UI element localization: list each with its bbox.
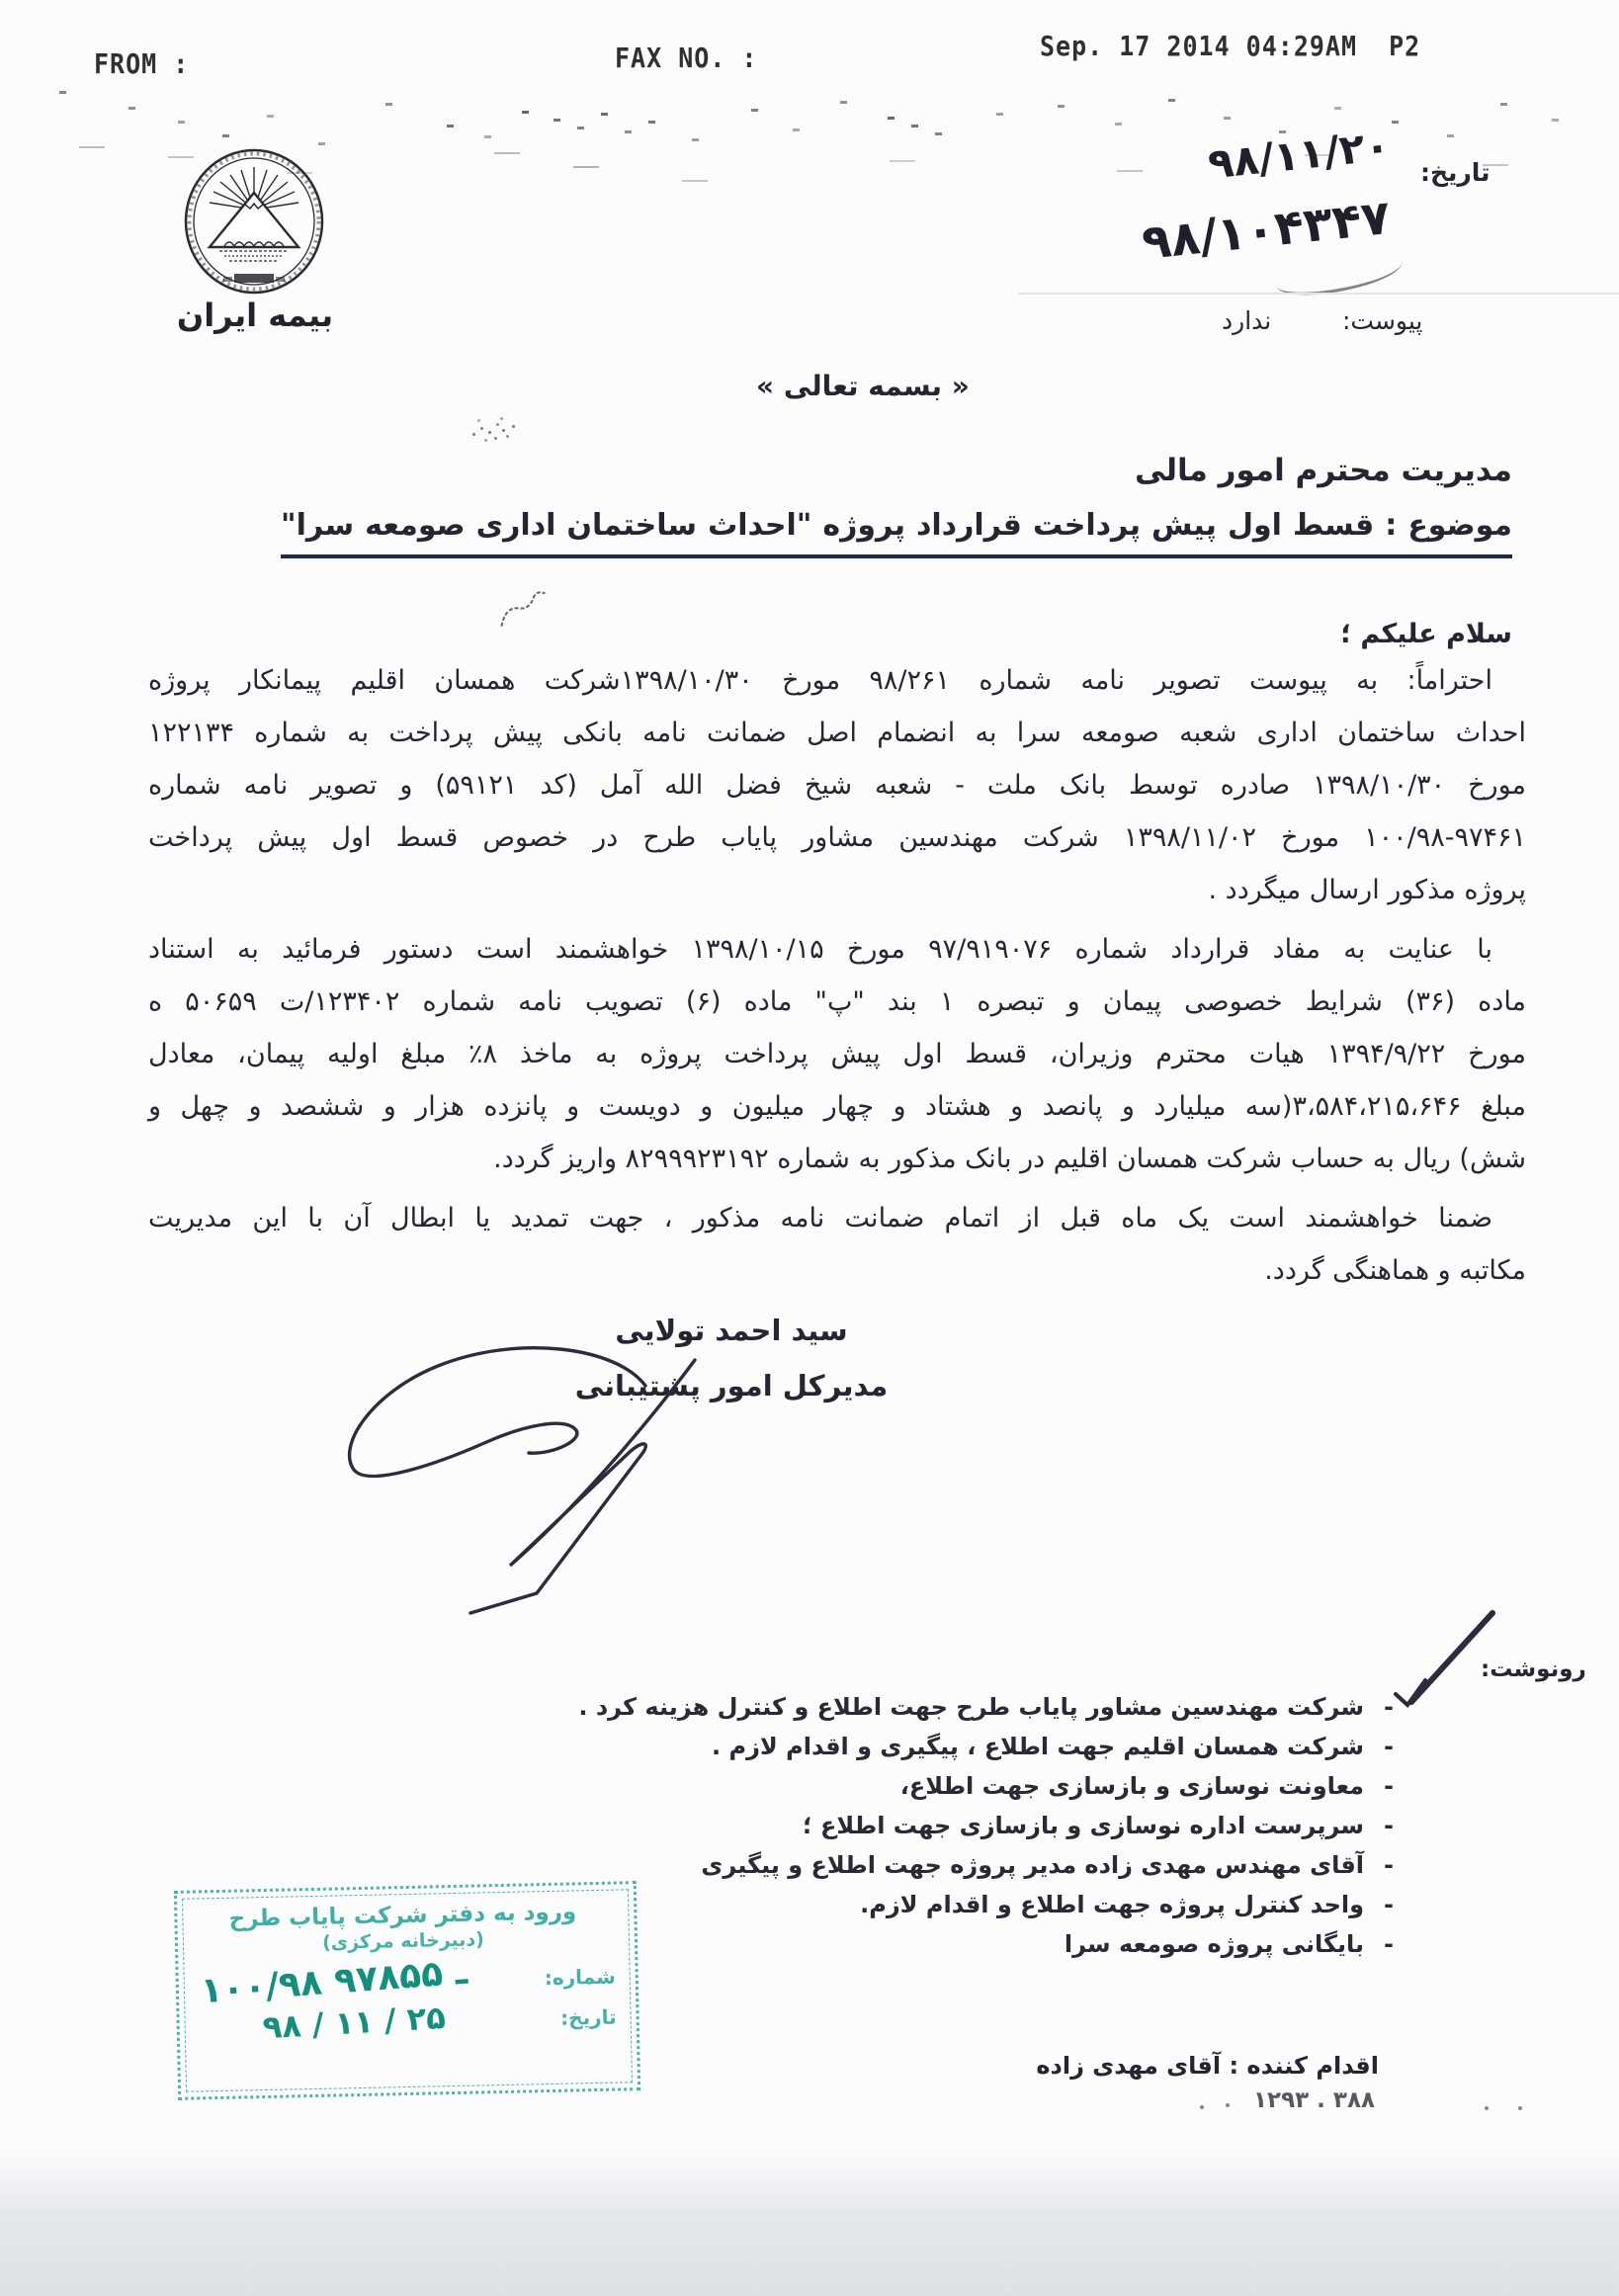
stamp-number-label: شماره: (544, 1964, 616, 1990)
body-line: احداث ساختمان اداری شعبه صومعه سرا به انضمام اصل ضمانت نامه بانکی پیش پرداخت به شماره ۱۲۲۱۳۴ (148, 718, 1526, 748)
handwritten-date: ۹۸/۱۱/۲۰ (1205, 121, 1393, 189)
body-paragraph-2 (148, 923, 1526, 1185)
cc-label: رونوشت: (1481, 1657, 1586, 1682)
body-line: ماده (۳۶) شرایط خصوصی پیمان و تبصره ۱ بند "پ" ماده (۶) تصویب نامه شماره ۱۲۳۴۰۲/ت ۵۰۶۵۹ ه (148, 986, 1527, 1017)
signatory-title: مدیرکل امور پشتیبانی (574, 1369, 889, 1403)
action-by-line: اقدام کننده : آقای مهدی زاده (1036, 2052, 1379, 2080)
cc-item-text: آقای مهندس مهدی زاده مدیر پروژه جهت اطلاع و پیگیری (701, 1851, 1365, 1879)
body-line: مکاتبه و هماهنگی گردد. (1264, 1255, 1526, 1286)
cc-item-text: سرپرست اداره نوسازی و بازسازی جهت اطلاع ؛ (803, 1812, 1365, 1839)
scan-noise-band (59, 91, 66, 94)
cc-item-text: معاونت نوسازی و بازسازی جهت اطلاع، (899, 1772, 1365, 1800)
stamp-title: ورود به دفتر شرکت پایاب طرح (228, 1899, 577, 1932)
body-line: ضمنا خواهشمند است یک ماه قبل از اتمام ضمانت نامه مذکور ، جهت تمدید یا ابطال آن با این مدیریت (148, 1203, 1492, 1233)
scan-shadow-band (0, 2148, 1619, 2296)
dash-bullet-icon: - (1384, 1693, 1394, 1721)
cc-item-text: بایگانی پروژه صومعه سرا (1064, 1930, 1365, 1958)
body-line: مورخ ۱۳۹۸/۱۰/۳۰ صادره توسط بانک ملت - شعبه شیخ فضل الله آمل (کد ۵۹۱۲۱) و تصویر نامه شماره (148, 770, 1526, 801)
body-line: شش) ریال به حساب شرکت همسان اقلیم در بانک مذکور به شماره ۸۲۹۹۹۲۳۱۹۲ واریز گردد. (493, 1144, 1526, 1174)
pen-scribble (490, 585, 558, 639)
handwritten-registration-number: ۹۸/۱۰۴۳۴۷ (1139, 189, 1394, 272)
cc-item-text: شرکت همسان اقلیم جهت اطلاع ، پیگیری و اقدام لازم . (712, 1733, 1365, 1760)
cc-item (425, 1852, 1394, 1879)
dash-bullet-icon: - (1384, 1891, 1394, 1918)
cc-item-text: شرکت مهندسین مشاور پایاب طرح جهت اطلاع و کنترل هزینه کرد . (578, 1693, 1365, 1721)
attachment-value: ندارد (1222, 306, 1272, 335)
cc-item (425, 1813, 1394, 1839)
body-line: مورخ ۱۳۹۴/۹/۲۲ هیات محترم وزیران، قسط اول پیش پرداخت پروژه به ماخذ ۸٪ مبلغ اولیه پیمان، معادل (148, 1039, 1526, 1069)
footer-reference-number: ۱۲۹۳ . ۳۸۸ (1253, 2087, 1376, 2113)
secretariat-entry-stamp (174, 1881, 640, 2100)
stamp-date-handwritten: ۹۸ / ۱۱ / ۲۵ (261, 1998, 447, 2047)
dash-bullet-icon: - (1384, 1851, 1394, 1879)
footer-dots (1226, 2103, 1230, 2107)
date-label: تاریخ: (1420, 158, 1491, 187)
scan-noise-band-2 (79, 146, 105, 148)
stamp-date-label: تاریخ: (559, 2004, 617, 2030)
dash-bullet-icon: - (1384, 1733, 1394, 1760)
signatory-name: سید احمد تولایی (615, 1314, 848, 1347)
fax-timestamp: Sep. 17 2014 04:29AM P2 (1040, 30, 1421, 62)
fax-number-label: FAX NO. : (615, 42, 758, 74)
body-line: احتراماً: به پیوست تصویر نامه شماره ۹۸/۲۶۱ مورخ ۱۳۹۸/۱۰/۳۰شرکت همسان اقلیم پیمانکار پروژه (148, 665, 1492, 696)
dash-bullet-icon: - (1384, 1772, 1394, 1800)
cc-item (425, 1734, 1394, 1760)
stamp-subtitle: (دبیرخانه مرکزی) (321, 1928, 485, 1954)
bismillah-header: « بسمه تعالی » (756, 370, 970, 402)
body-paragraph-3 (148, 1192, 1526, 1297)
cc-item (425, 1773, 1394, 1800)
stamp-number-handwritten: ۱۰۰/۹۸ ـ ۹۷۸۵۵ (199, 1951, 469, 2012)
handwritten-signature (314, 1324, 769, 1625)
dash-bullet-icon: - (1384, 1930, 1394, 1958)
attachment-label: پیوست: (1342, 306, 1423, 335)
iran-insurance-logo-icon (180, 148, 328, 302)
body-line: پروژه مذکور ارسال میگردد . (1208, 875, 1526, 905)
cc-item (425, 1694, 1394, 1721)
salutation: سلام علیکم ؛ (1340, 619, 1512, 649)
ink-speckle (472, 433, 475, 436)
fax-from-label: FROM : (94, 47, 190, 80)
company-name: بیمه ایران (176, 297, 334, 334)
scan-line-artifact (1018, 293, 1619, 295)
recipient-line: مدیریت محترم امور مالی (1135, 453, 1512, 488)
subject-line: موضوع : قسط اول پیش پرداخت قرارداد پروژه "احداث ساختمان اداری صومعه سرا" (281, 508, 1512, 558)
body-line: مبلغ ۳،۵۸۴،۲۱۵،۶۴۶(سه میلیارد و پانصد و هشتاد و چهار میلیون و دویست و پانزده هزار و ششصد و چهل و (148, 1091, 1526, 1122)
cc-item-text: واحد کنترل پروژه جهت اطلاع و اقدام لازم. (860, 1891, 1365, 1918)
body-line: با عنایت به مفاد قرارداد شماره ۹۷/۹۱۹۰۷۶ مورخ ۱۳۹۸/۱۰/۱۵ خواهشمند است دستور فرمائید به استناد (148, 934, 1493, 965)
stamp-inner-border (182, 1889, 633, 2091)
dash-bullet-icon: - (1384, 1812, 1394, 1839)
body-paragraph-1 (148, 654, 1526, 916)
body-line: ۱۰۰/۹۸-۹۷۴۶۱ مورخ ۱۳۹۸/۱۱/۰۲ شرکت مهندسین مشاور پایاب طرح در خصوص قسط اول پیش پرداخت (148, 822, 1526, 853)
letter-body (148, 654, 1526, 1304)
